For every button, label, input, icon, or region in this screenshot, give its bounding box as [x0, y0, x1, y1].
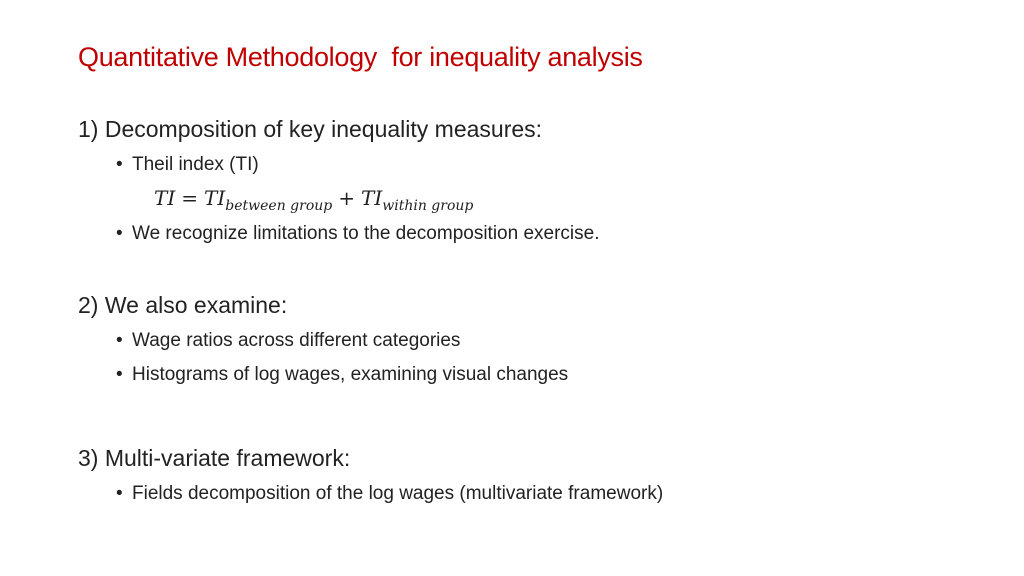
- formula-term1: $TI_{between group}$: [204, 186, 333, 214]
- formula-term2-subscript: within group: [382, 198, 474, 214]
- bullet-dot: •: [116, 364, 123, 385]
- bullet-dot: •: [116, 330, 123, 351]
- bullet-limitations: [116, 223, 600, 245]
- bullet-dot: •: [116, 223, 123, 244]
- bullet-text: Histograms of log wages, examining visual changes: [132, 364, 569, 385]
- formula-equals: =: [181, 186, 199, 210]
- formula-term2: $TI_{within group}$: [361, 186, 474, 214]
- formula-term1-subscript: between group: [225, 198, 333, 214]
- section-heading-decomposition: 1) Decomposition of key inequality measures:: [78, 116, 543, 142]
- formula-lhs: TI: [154, 186, 176, 210]
- bullet-text: We recognize limitations to the decomposition exercise.: [132, 223, 600, 244]
- theil-decomposition-formula: [154, 186, 473, 214]
- bullet-dot: •: [116, 154, 123, 175]
- bullet-wage-ratios: [116, 330, 460, 352]
- bullet-dot: •: [116, 483, 123, 504]
- bullet-theil-index: [116, 154, 259, 176]
- bullet-fields-decomposition: [116, 483, 663, 505]
- bullet-text: Wage ratios across different categories: [132, 330, 461, 351]
- formula-plus: +: [338, 186, 355, 210]
- slide-title: Quantitative Methodology for inequality analysis: [78, 42, 643, 72]
- bullet-text: Fields decomposition of the log wages (multivariate framework): [132, 483, 664, 504]
- bullet-histograms: [116, 364, 568, 386]
- section-heading-multivariate: 3) Multi-variate framework:: [78, 445, 351, 471]
- bullet-text: Theil index (TI): [132, 154, 259, 175]
- section-heading-also-examine: 2) We also examine:: [78, 292, 288, 318]
